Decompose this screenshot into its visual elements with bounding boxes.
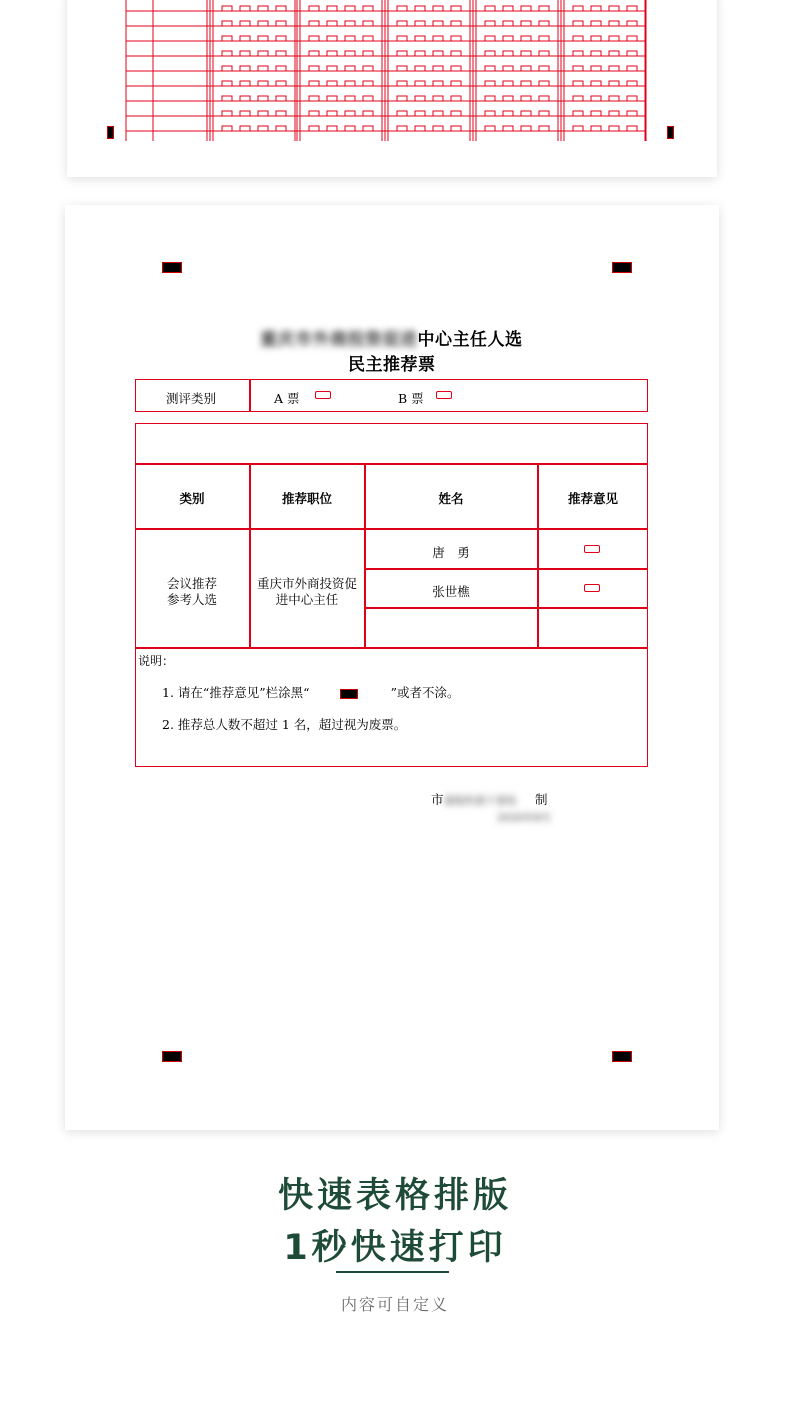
previous-page-card	[67, 0, 717, 177]
answer-bubble	[591, 111, 601, 116]
answer-bubble	[503, 21, 513, 26]
answer-bubble	[485, 126, 495, 131]
header-position: 推荐职位	[281, 491, 332, 506]
answer-bubble	[397, 96, 407, 101]
answer-bubble	[609, 51, 619, 56]
answer-bubble	[451, 36, 461, 41]
option-b-label: B 票	[398, 391, 424, 406]
registration-mark-left	[107, 126, 114, 139]
answer-bubble	[539, 111, 549, 116]
answer-bubble	[591, 6, 601, 11]
answer-bubble	[309, 21, 319, 26]
answer-bubble	[539, 66, 549, 71]
issuer-prefix: 市	[431, 792, 444, 807]
ballot-title-text: 中心主任人选	[417, 330, 523, 350]
answer-bubble	[258, 126, 268, 131]
ballot-page-card	[65, 205, 719, 1130]
answer-bubble	[309, 111, 319, 116]
answer-bubble	[609, 66, 619, 71]
answer-bubble	[485, 96, 495, 101]
answer-bubble	[327, 6, 337, 11]
answer-bubble	[573, 36, 583, 41]
answer-bubble	[222, 36, 232, 41]
answer-bubble	[415, 6, 425, 11]
candidate-1-checkbox[interactable]	[584, 545, 600, 553]
answer-bubble	[539, 126, 549, 131]
note-1-suffix: ”或者不涂。	[390, 685, 460, 700]
answer-bubble	[503, 96, 513, 101]
answer-bubble	[415, 81, 425, 86]
answer-bubble	[345, 126, 355, 131]
answer-bubble	[485, 21, 495, 26]
answer-bubble	[627, 126, 637, 131]
answer-bubble	[222, 111, 232, 116]
answer-bubble	[503, 126, 513, 131]
answer-bubble	[327, 51, 337, 56]
answer-bubble	[451, 66, 461, 71]
answer-bubble	[627, 6, 637, 11]
table-hline-2	[135, 528, 648, 530]
answer-bubble	[573, 6, 583, 11]
registration-mark-top-left	[162, 262, 182, 273]
answer-bubble	[609, 126, 619, 131]
table-hline-4	[364, 607, 648, 609]
answer-bubble	[309, 66, 319, 71]
answer-bubble	[415, 111, 425, 116]
tagline-subtitle: 内容可自定义	[340, 1295, 449, 1314]
answer-bubble	[573, 21, 583, 26]
note-1-prefix: 1. 请在“推荐意见”栏涂黑“	[162, 685, 310, 700]
answer-bubble	[627, 51, 637, 56]
header-name: 姓名	[438, 491, 464, 506]
answer-bubble	[276, 21, 286, 26]
option-a-checkbox[interactable]	[315, 391, 331, 399]
notes-label: 说明：	[138, 654, 175, 668]
answer-bubble	[415, 96, 425, 101]
category-line2: 参考人选	[166, 592, 217, 607]
answer-bubble	[240, 36, 250, 41]
answer-bubble	[258, 51, 268, 56]
eval-divider	[249, 379, 251, 412]
answer-bubble	[222, 96, 232, 101]
answer-bubble	[609, 6, 619, 11]
answer-bubble	[240, 96, 250, 101]
candidate-name-2: 张世樵	[432, 584, 470, 599]
answer-bubble	[451, 111, 461, 116]
answer-bubble	[415, 66, 425, 71]
ballot-title-line1	[260, 325, 523, 350]
answer-bubble	[433, 36, 443, 41]
answer-bubble	[503, 36, 513, 41]
answer-bubble	[309, 126, 319, 131]
answer-bubble	[485, 51, 495, 56]
answer-bubble	[521, 66, 531, 71]
answer-bubble	[258, 36, 268, 41]
answer-bubble	[609, 36, 619, 41]
answer-bubble	[573, 96, 583, 101]
answer-bubble	[591, 126, 601, 131]
answer-bubble	[397, 51, 407, 56]
answer-bubble	[240, 21, 250, 26]
answer-bubble	[451, 126, 461, 131]
registration-mark-bottom-left	[162, 1051, 182, 1062]
issuer-blurred: 委组织部干部处	[443, 795, 518, 807]
answer-bubble	[539, 81, 549, 86]
answer-bubble	[539, 51, 549, 56]
answer-bubble	[433, 66, 443, 71]
answer-bubble	[415, 51, 425, 56]
answer-bubble	[397, 21, 407, 26]
answer-bubble	[345, 6, 355, 11]
answer-bubble	[363, 96, 373, 101]
answer-bubble	[309, 36, 319, 41]
filled-mark-example	[340, 689, 358, 699]
answer-bubble	[363, 6, 373, 11]
answer-bubble	[485, 36, 495, 41]
ballot-title-blurred: 重庆市外商投资促进	[260, 330, 418, 350]
answer-bubble	[521, 36, 531, 41]
answer-bubble	[609, 111, 619, 116]
table-hline-1	[135, 463, 648, 465]
answer-bubble	[327, 81, 337, 86]
answer-bubble	[503, 6, 513, 11]
answer-bubble	[222, 66, 232, 71]
answer-bubble	[363, 126, 373, 131]
answer-bubble	[521, 111, 531, 116]
answer-bubble	[627, 96, 637, 101]
answer-bubble	[276, 66, 286, 71]
answer-bubble	[539, 21, 549, 26]
answer-bubble	[345, 36, 355, 41]
answer-bubble	[433, 21, 443, 26]
answer-bubble	[433, 51, 443, 56]
answer-bubble	[397, 81, 407, 86]
answer-bubble	[327, 66, 337, 71]
answer-bubble	[276, 126, 286, 131]
answer-bubble	[415, 36, 425, 41]
answer-bubble	[327, 126, 337, 131]
answer-bubble	[240, 126, 250, 131]
answer-bubble	[609, 96, 619, 101]
answer-bubble	[591, 36, 601, 41]
answer-bubble	[327, 96, 337, 101]
answer-bubble	[451, 6, 461, 11]
answer-bubble	[345, 96, 355, 101]
answer-bubble	[276, 6, 286, 11]
answer-bubble	[591, 96, 601, 101]
answer-bubble	[539, 6, 549, 11]
answer-bubble	[415, 21, 425, 26]
answer-bubble	[397, 126, 407, 131]
answer-bubble	[258, 21, 268, 26]
answer-bubble	[309, 51, 319, 56]
answer-bubble	[433, 81, 443, 86]
answer-bubble	[627, 81, 637, 86]
answer-bubble	[327, 21, 337, 26]
answer-bubble	[258, 66, 268, 71]
answer-bubble	[397, 66, 407, 71]
answer-bubble	[573, 66, 583, 71]
answer-bubble	[276, 81, 286, 86]
answer-bubble	[240, 111, 250, 116]
header-category: 类别	[179, 491, 205, 506]
answer-bubble	[591, 66, 601, 71]
answer-bubble	[345, 51, 355, 56]
table-hline-5	[135, 647, 648, 649]
answer-bubble	[276, 111, 286, 116]
answer-bubble	[276, 96, 286, 101]
issue-date-blurred: 2020年8月	[497, 812, 552, 824]
answer-bubble	[363, 36, 373, 41]
registration-mark-bottom-right	[612, 1051, 632, 1062]
answer-bubble	[503, 111, 513, 116]
answer-bubble	[433, 126, 443, 131]
answer-bubble	[345, 111, 355, 116]
registration-mark-top-right	[612, 262, 632, 273]
answer-bubble	[573, 111, 583, 116]
answer-bubble	[433, 6, 443, 11]
answer-bubble	[363, 81, 373, 86]
header-opinion: 推荐意见	[567, 491, 618, 506]
position-line2: 进中心主任	[275, 592, 339, 607]
answer-bubble	[240, 81, 250, 86]
answer-bubble	[222, 6, 232, 11]
answer-bubble	[627, 66, 637, 71]
answer-bubble	[539, 96, 549, 101]
answer-bubble	[397, 6, 407, 11]
answer-bubble	[258, 6, 268, 11]
answer-bubble	[222, 21, 232, 26]
answer-bubble	[240, 51, 250, 56]
answer-bubble	[345, 66, 355, 71]
answer-bubble	[327, 36, 337, 41]
answer-bubble	[363, 111, 373, 116]
issuer-suffix: 制	[535, 792, 548, 807]
answer-bubble	[485, 66, 495, 71]
answer-bubble	[521, 6, 531, 11]
answer-bubble	[433, 111, 443, 116]
answer-bubble	[222, 81, 232, 86]
candidate-name-1: 唐 勇	[432, 545, 470, 560]
note-1	[162, 683, 459, 701]
answer-bubble	[397, 36, 407, 41]
answer-bubble	[521, 51, 531, 56]
answer-bubble	[503, 66, 513, 71]
answer-bubble	[258, 111, 268, 116]
option-b-checkbox[interactable]	[436, 391, 452, 399]
answer-bubble	[451, 21, 461, 26]
answer-bubble	[363, 51, 373, 56]
answer-bubble	[240, 6, 250, 11]
answer-bubble	[415, 126, 425, 131]
answer-bubble	[573, 51, 583, 56]
answer-bubble	[591, 81, 601, 86]
answer-bubble	[573, 126, 583, 131]
answer-bubble	[573, 81, 583, 86]
answer-bubble	[485, 6, 495, 11]
answer-bubble	[609, 21, 619, 26]
answer-bubble	[627, 36, 637, 41]
answer-bubble	[276, 51, 286, 56]
tagline-heading-2: 1秒快速打印	[283, 1228, 507, 1268]
answer-bubble	[451, 96, 461, 101]
option-a-label: A 票	[274, 391, 300, 406]
answer-bubble	[345, 81, 355, 86]
answer-bubble	[591, 21, 601, 26]
answer-bubble	[309, 6, 319, 11]
position-line1: 重庆市外商投资促	[256, 576, 357, 591]
answer-bubble	[276, 36, 286, 41]
eval-category-label: 测评类别	[166, 391, 217, 406]
answer-bubble	[521, 96, 531, 101]
table-hline-3	[364, 568, 648, 570]
registration-mark-right	[667, 126, 674, 139]
answer-grid	[67, 0, 717, 177]
answer-bubble	[451, 81, 461, 86]
answer-bubble	[503, 51, 513, 56]
category-line1: 会议推荐	[166, 576, 217, 591]
answer-bubble	[521, 21, 531, 26]
answer-bubble	[539, 36, 549, 41]
tagline-divider	[336, 1271, 449, 1273]
answer-bubble	[363, 21, 373, 26]
answer-bubble	[309, 96, 319, 101]
answer-bubble	[397, 111, 407, 116]
answer-bubble	[485, 81, 495, 86]
answer-bubble	[451, 51, 461, 56]
answer-bubble	[327, 111, 337, 116]
answer-bubble	[433, 96, 443, 101]
ballot-title-line2: 民主推荐票	[348, 355, 436, 375]
answer-bubble	[222, 126, 232, 131]
candidate-2-checkbox[interactable]	[584, 584, 600, 592]
answer-bubble	[309, 81, 319, 86]
answer-bubble	[627, 111, 637, 116]
tagline-heading-1: 快速表格排版	[277, 1176, 512, 1216]
answer-bubble	[258, 81, 268, 86]
issuer-line	[431, 790, 548, 808]
answer-bubble	[363, 66, 373, 71]
answer-bubble	[240, 66, 250, 71]
answer-bubble	[503, 81, 513, 86]
answer-bubble	[345, 21, 355, 26]
answer-bubble	[627, 21, 637, 26]
answer-bubble	[485, 111, 495, 116]
answer-bubble	[258, 96, 268, 101]
answer-bubble	[222, 51, 232, 56]
answer-bubble	[521, 81, 531, 86]
answer-bubble	[609, 81, 619, 86]
answer-bubble	[591, 51, 601, 56]
note-2: 2. 推荐总人数不超过 1 名，超过视为废票。	[162, 717, 407, 732]
answer-bubble	[521, 126, 531, 131]
